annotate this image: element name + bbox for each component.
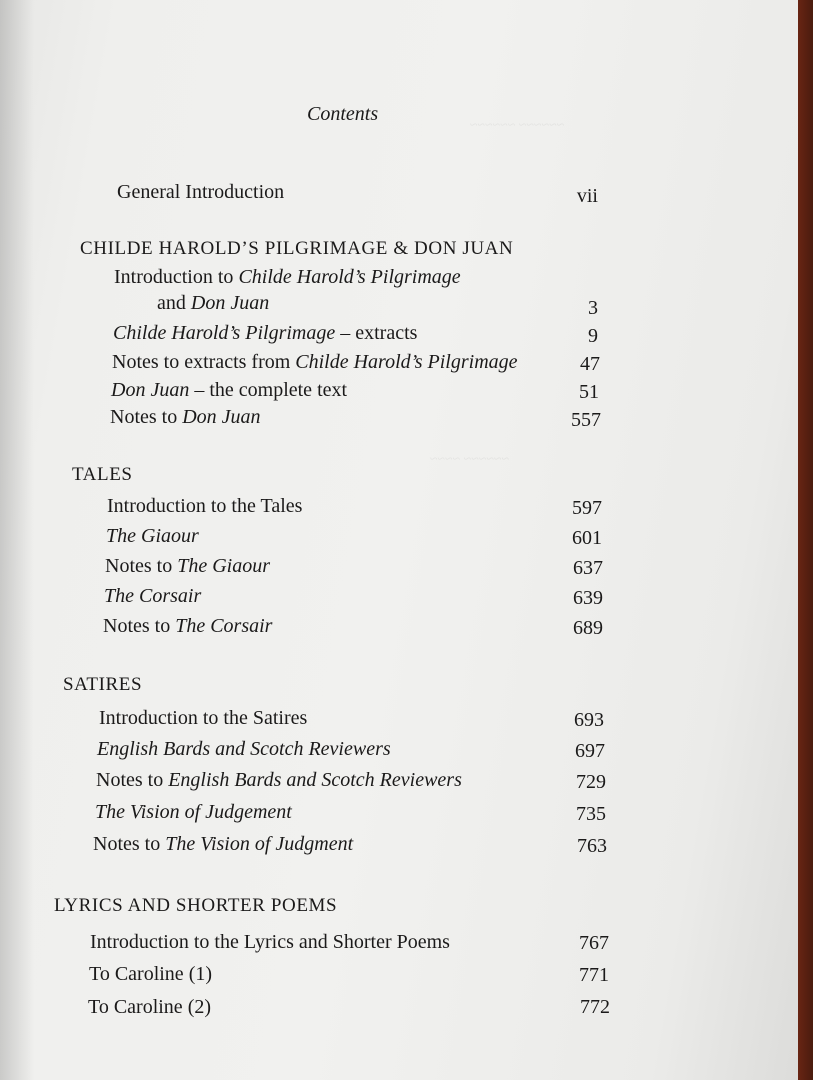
page-number: 697 <box>575 740 605 762</box>
page-number: vii <box>576 185 598 207</box>
entry-text: Notes to extracts from <box>112 351 296 373</box>
toc-entry <box>99 706 307 730</box>
page-number: 772 <box>580 996 610 1018</box>
toc-entry <box>104 584 201 608</box>
toc-entry <box>89 962 212 986</box>
entry-text: Introduction to <box>114 266 239 288</box>
toc-entry <box>103 614 272 638</box>
entry-text: To Caroline (2) <box>88 996 212 1018</box>
page-number: 9 <box>588 325 598 347</box>
page-number: 693 <box>574 709 604 731</box>
toc-entry <box>97 737 391 761</box>
page-number: 735 <box>576 803 606 825</box>
toc-entry <box>112 350 518 374</box>
entry-work-title: Childe Harold’s Pilgrimage <box>113 322 336 344</box>
entry-text: To Caroline (1) <box>89 963 213 985</box>
entry-work-title: The Vision of Judgement <box>95 801 292 823</box>
entry-text: and <box>157 292 191 314</box>
entry-work-title: Childe Harold’s Pilgrimage <box>238 266 461 288</box>
entry-label: General Introduction <box>117 181 285 203</box>
section-heading-tales: TALES <box>72 464 133 485</box>
toc-entry <box>96 768 462 792</box>
page-number: 771 <box>579 964 609 986</box>
page-number: 767 <box>579 932 609 954</box>
toc-entry <box>106 524 199 548</box>
show-through-text: ~~~~~~ ~~~~~~ <box>470 118 565 133</box>
page-number: 3 <box>588 297 598 319</box>
toc-entry <box>95 800 292 824</box>
entry-text: Notes to <box>110 406 183 428</box>
section-heading-satires: SATIRES <box>63 674 143 695</box>
toc-entry <box>88 995 211 1019</box>
section-heading-childe-harold: CHILDE HAROLD’S PILGRIMAGE & DON JUAN <box>80 238 514 259</box>
section-heading-lyrics: LYRICS AND SHORTER POEMS <box>54 895 338 916</box>
page-number: 557 <box>571 409 601 431</box>
entry-text: Notes to <box>93 833 166 855</box>
entry-work-title: The Vision of Judgment <box>165 833 354 855</box>
entry-work-title: The Giaour <box>106 525 199 547</box>
entry-text: Introduction to the Tales <box>107 495 303 517</box>
entry-text: Introduction to the Satires <box>99 707 308 729</box>
entry-work-title: The Corsair <box>175 615 273 637</box>
entry-work-title: The Corsair <box>104 585 202 607</box>
page-number: 637 <box>573 557 603 579</box>
entry-text: Notes to <box>105 555 178 577</box>
entry-text: Introduction to the Lyrics and Shorter Poems <box>90 931 450 953</box>
page-gutter-shadow <box>0 0 34 1080</box>
page-number: 639 <box>573 587 603 609</box>
toc-entry <box>107 494 302 518</box>
page-number: 51 <box>579 381 599 403</box>
toc-entry <box>90 930 450 954</box>
entry-work-title: Childe Harold’s Pilgrimage <box>295 351 518 373</box>
page-number: 763 <box>577 835 607 857</box>
toc-entry <box>110 405 261 429</box>
toc-entry <box>114 265 461 289</box>
toc-entry <box>111 378 347 402</box>
toc-entry-general-introduction <box>117 180 284 204</box>
entry-text: Notes to <box>96 769 169 791</box>
entry-text: – extracts <box>335 322 418 344</box>
entry-work-title: Don Juan <box>190 292 270 314</box>
entry-work-title: The Giaour <box>177 555 271 577</box>
page-number: 729 <box>576 771 606 793</box>
entry-work-title: English Bards and Scotch Reviewers <box>168 769 462 791</box>
toc-entry <box>105 554 270 578</box>
entry-work-title: English Bards and Scotch Reviewers <box>97 738 391 760</box>
toc-entry <box>93 832 353 856</box>
show-through-text: ~~~~~~ ~~~~ <box>430 452 510 467</box>
page-number: 601 <box>572 527 602 549</box>
contents-title: Contents <box>307 103 379 125</box>
toc-entry <box>113 321 417 345</box>
entry-work-title: Don Juan <box>111 379 190 401</box>
page-number: 47 <box>580 353 600 375</box>
entry-text: – the complete text <box>189 379 348 401</box>
entry-work-title: Don Juan <box>182 406 261 428</box>
toc-entry-continuation <box>157 291 269 315</box>
page-number: 689 <box>573 617 603 639</box>
entry-text: Notes to <box>103 615 176 637</box>
page-number: 597 <box>572 497 602 519</box>
